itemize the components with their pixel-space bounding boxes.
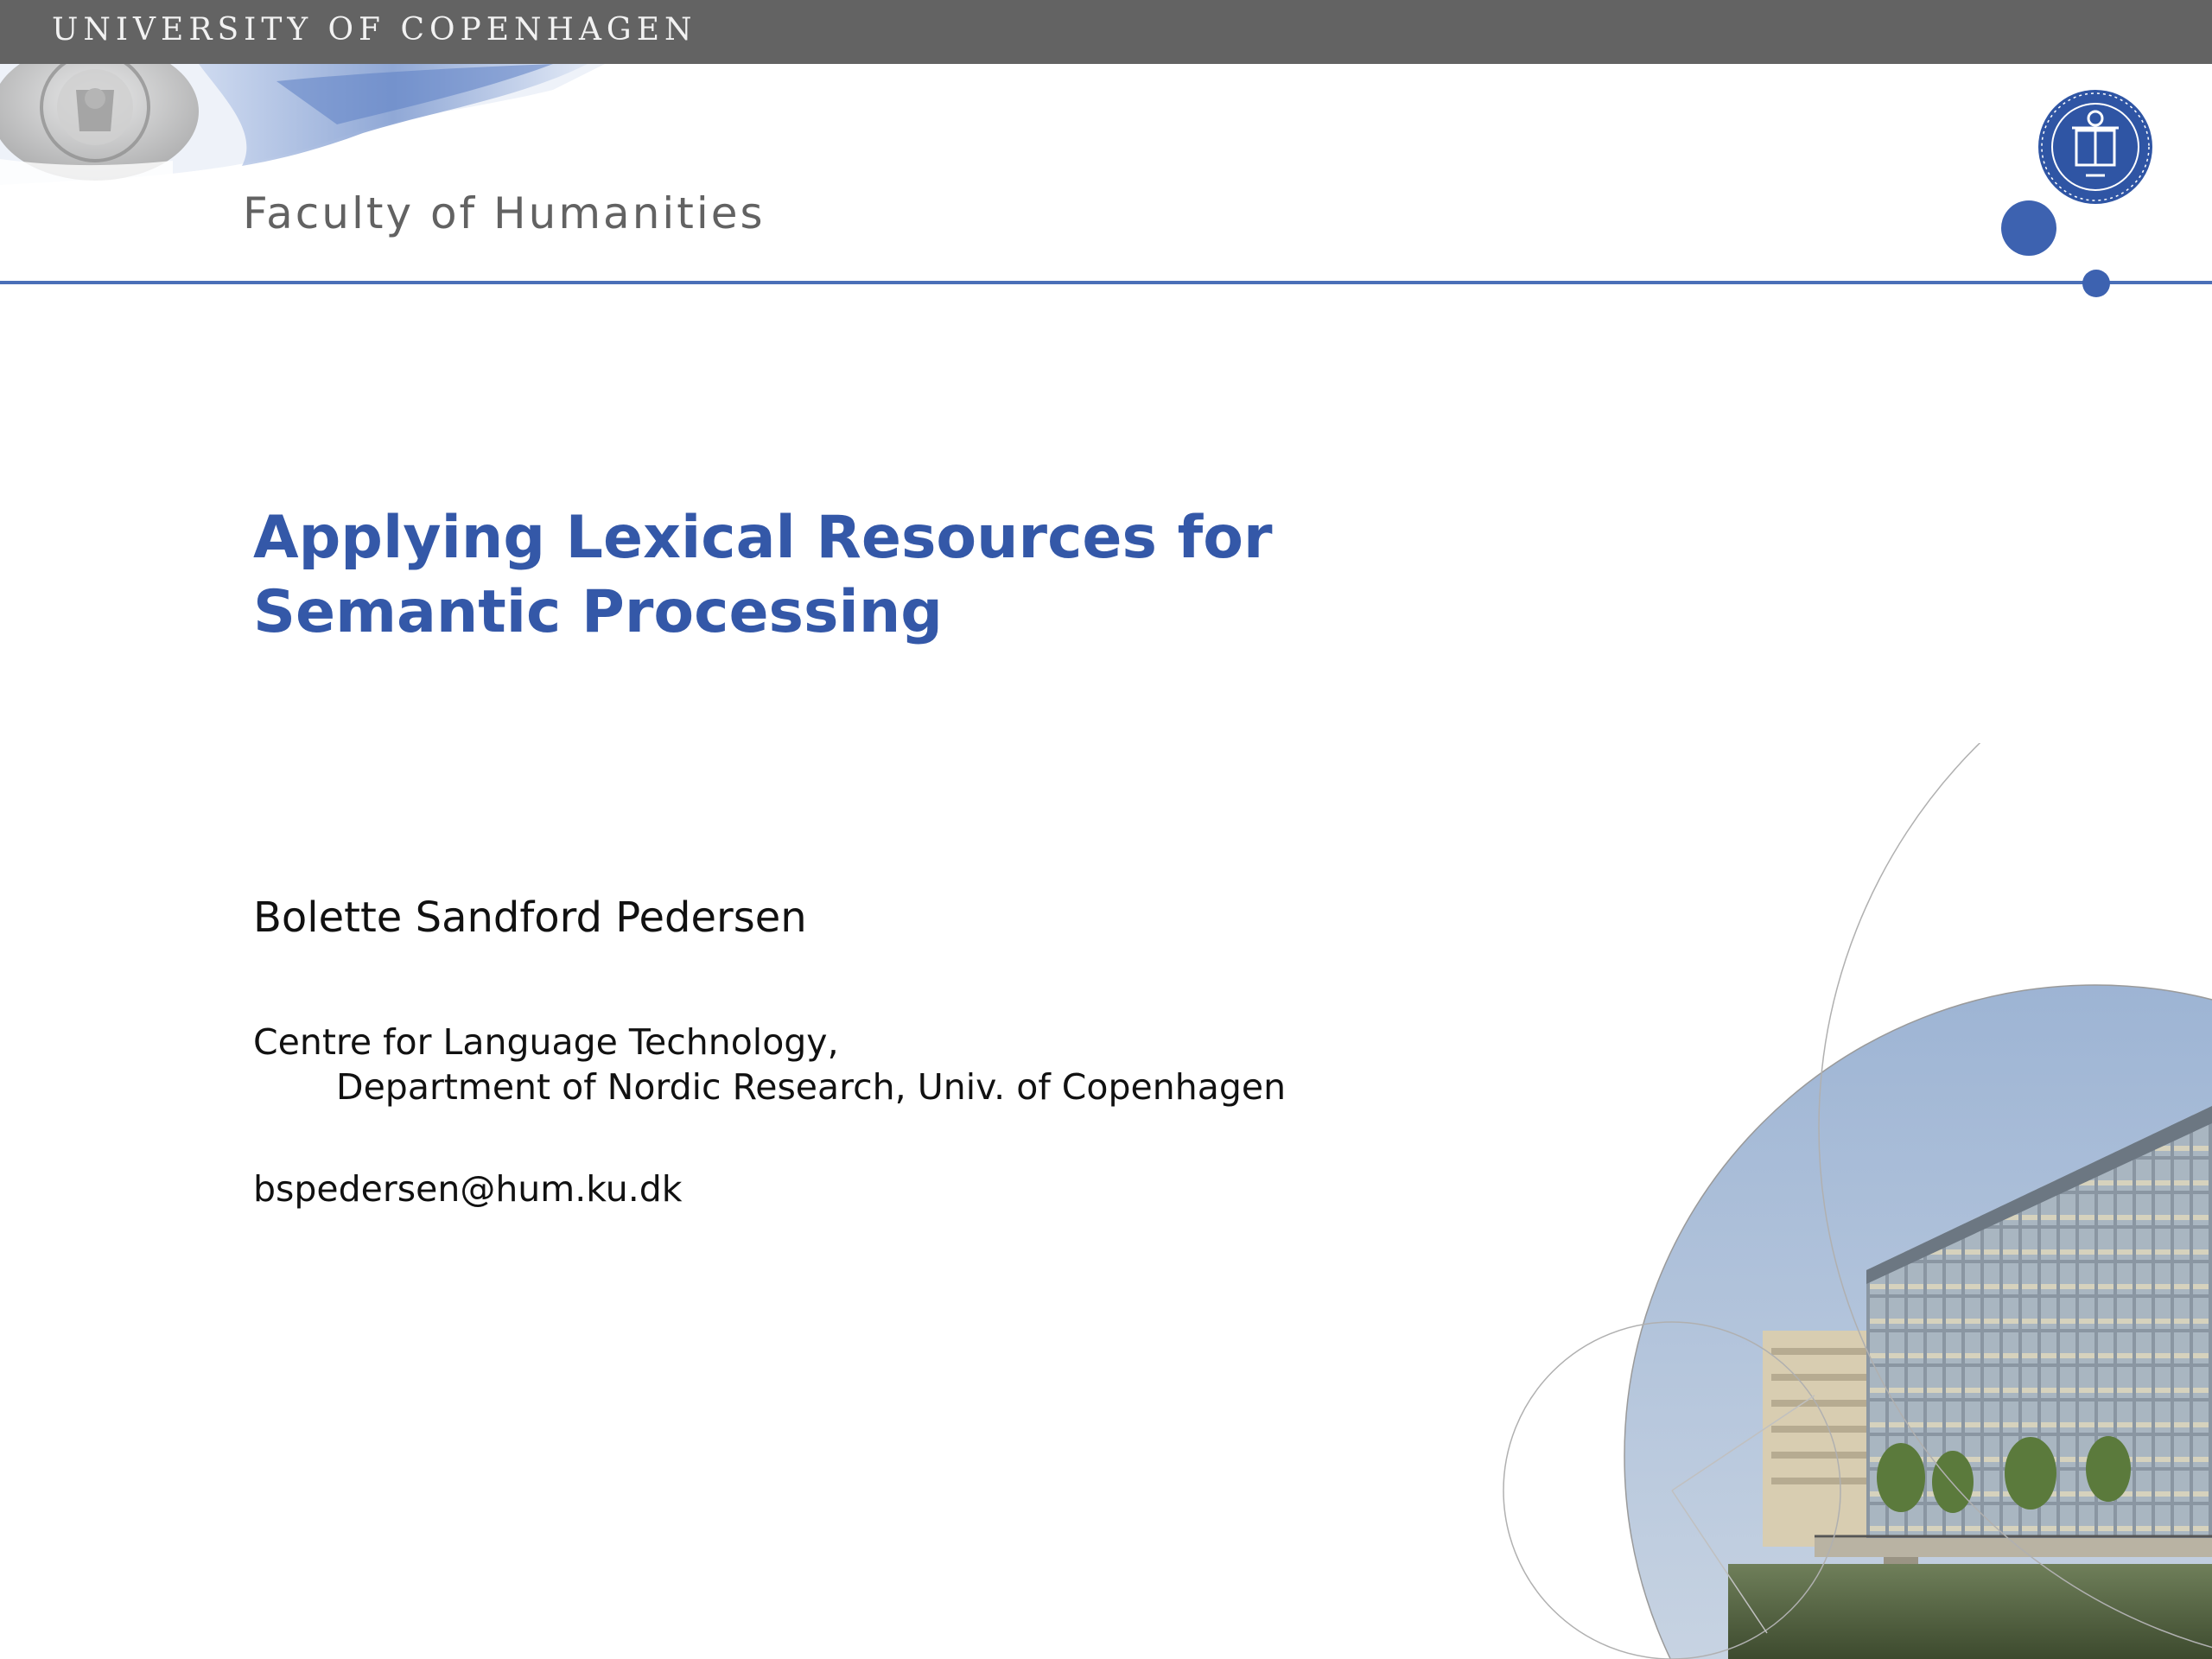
- header-decoration-image: [0, 64, 605, 185]
- slide-title: [253, 501, 1549, 650]
- university-banner: [0, 0, 2212, 64]
- building-photo-graphic: [1469, 743, 2212, 1659]
- title-line-1: Applying Lexical Resources for: [253, 504, 1273, 572]
- decorative-dot-small: [2082, 270, 2110, 297]
- title-line-2: Semantic Processing: [253, 578, 943, 646]
- affiliation-line-2: Department of Nordic Research, Univ. of Copenhagen: [336, 1066, 1287, 1108]
- header-divider: [0, 281, 2212, 284]
- affiliation-line-1: Centre for Language Technology,: [253, 1021, 839, 1063]
- author-email: bspedersen@hum.ku.dk: [253, 1168, 683, 1210]
- faculty-name: Faculty of Humanities: [243, 188, 766, 238]
- university-seal-icon: [2037, 89, 2153, 205]
- university-name: UNIVERSITY OF COPENHAGEN: [52, 12, 697, 48]
- decorative-dot-large: [2001, 200, 2056, 256]
- affiliation: [253, 1020, 1286, 1109]
- author-name: Bolette Sandford Pedersen: [253, 893, 807, 942]
